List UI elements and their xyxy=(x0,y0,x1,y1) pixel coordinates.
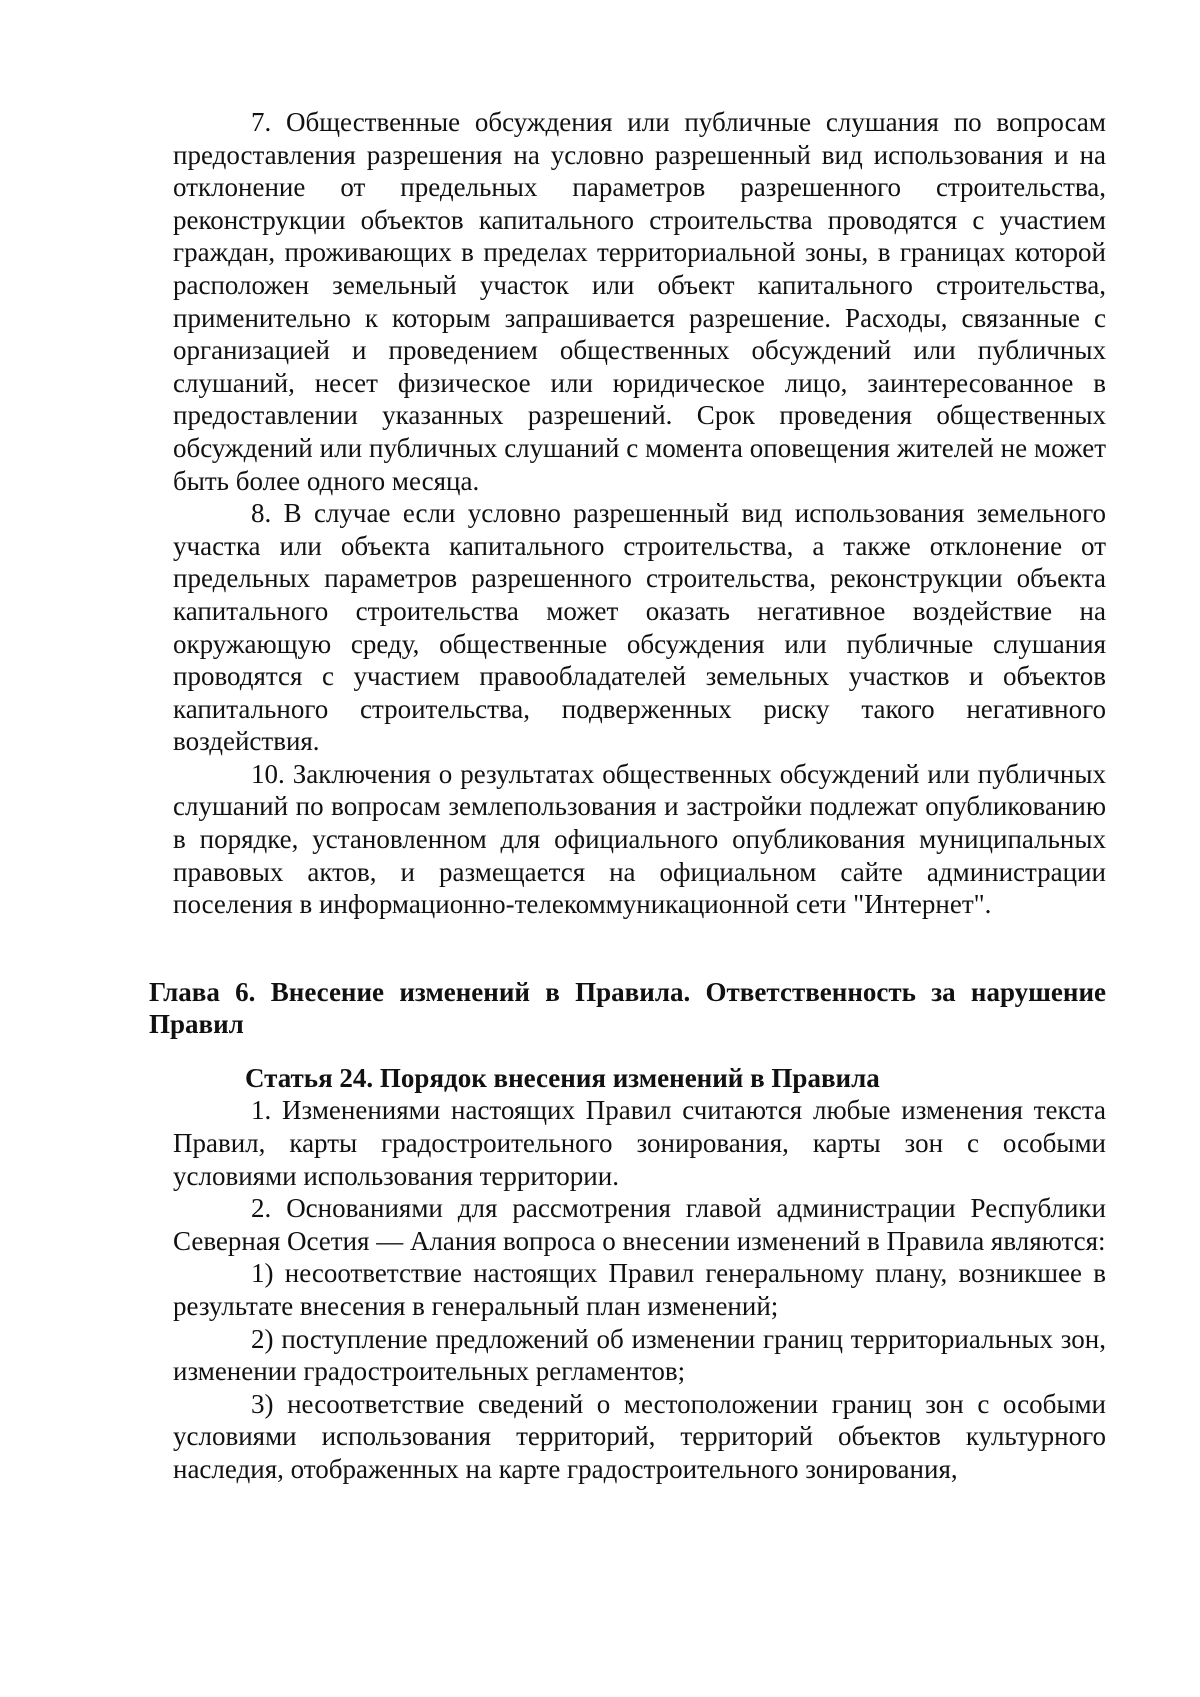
list-item-3: 3) несоответствие сведений о местоположении границ зон с особыми условиями использования территорий, территорий объектов культурного наследия, отображенных на карте градостроительного зонирования, xyxy=(173,1388,1106,1484)
article-paragraph-1: 1. Изменениями настоящих Правил считаются любые изменения текста Правил, карты градостроительного зонирования, карты зон с особыми условиями использования территории. xyxy=(173,1095,1106,1191)
chapter-title: Глава 6. Внесение изменений в Правила. Ответственность за нарушение Правил xyxy=(149,976,1106,1039)
paragraph-8: 8. В случае если условно разрешенный вид использования земельного участка или объекта капитального строительства, а также отклонение от предельных параметров разрешенного строительства, реконструкции объекта капитального строительства может оказать негативное воздействие на окружающую среду, общественные обсуждения или публичные слушания проводятся с участием правообладателей земельных участков и объектов капитального строительства, подверженных риску такого негативного воздействия. xyxy=(173,498,1106,757)
list-item-1: 1) несоответствие настоящих Правил генеральному плану, возникшее в результате внесения в генеральный план изменений; xyxy=(173,1258,1106,1321)
paragraph-10: 10. Заключения о результатах общественных обсуждений или публичных слушаний по вопросам землепользования и застройки подлежат опубликованию в порядке, установленном для официального опубликования муниципальных правовых актов, и размещается на официальном сайте администрации поселения в информационно-телекоммуникационной сети "Интернет". xyxy=(173,758,1106,920)
paragraph-7: 7. Общественные обсуждения или публичные слушания по вопросам предоставления разрешения на условно разрешенный вид использования и на отклонение от предельных параметров разрешенного строительства, реконструкции объектов капитального строительства проводятся с участием граждан, проживающих в пределах территориальной зоны, в границах которой расположен земельный участок или объект капитального строительства, применительно к которым запрашивается разрешение. Расходы, связанные с организацией и проведением общественных обсуждений или публичных слушаний, несет физическое или юридическое лицо, заинтересованное в предоставлении указанных разрешений. Срок проведения общественных обсуждений или публичных слушаний с момента оповещения жителей не может быть более одного месяца. xyxy=(173,107,1106,496)
article-paragraph-2: 2. Основаниями для рассмотрения главой администрации Республики Северная Осетия — Алания вопроса о внесении изменений в Правила являются: xyxy=(173,1193,1106,1256)
list-item-2: 2) поступление предложений об изменении границ территориальных зон, изменении градостроительных регламентов; xyxy=(173,1323,1106,1387)
article-title: Статья 24. Порядок внесения изменений в Правила xyxy=(245,1062,880,1093)
document-page xyxy=(149,106,1106,1486)
